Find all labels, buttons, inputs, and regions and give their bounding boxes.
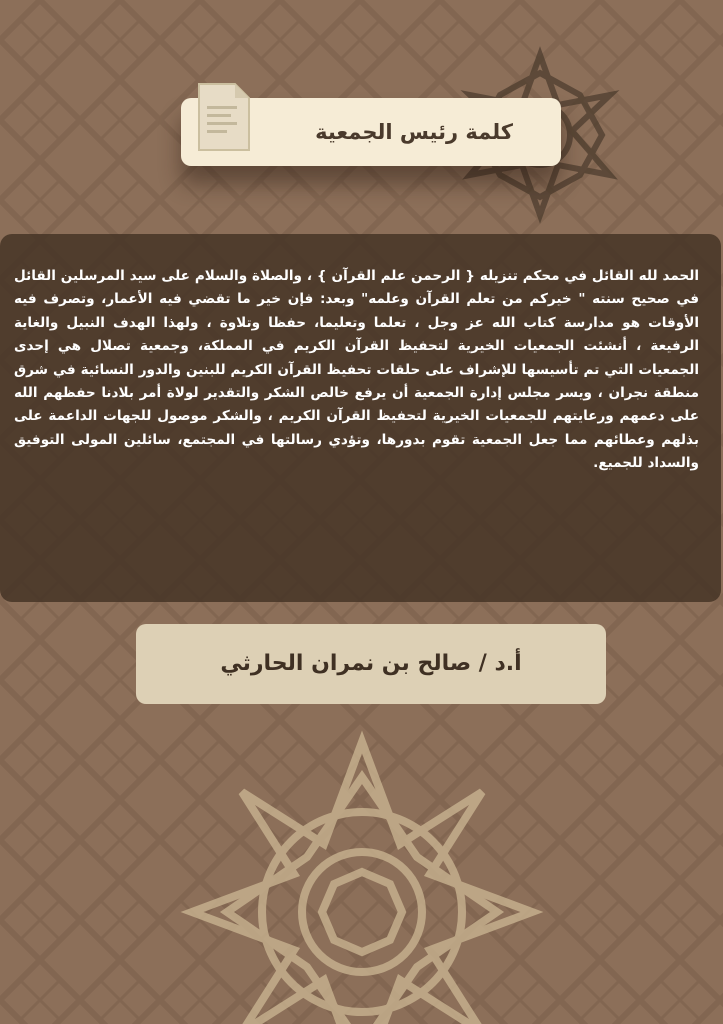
title-card [181,98,561,166]
document-icon [197,82,251,152]
message-text: الحمد لله القائل في محكم تنزيله { الرحمن علم القرآن } ، والصلاة والسلام على سيد المرسلين القائل في صحيح سنته " خيركم من تعلم القرآن وعلمه" وبعد: فإن خير ما تقضي فيه الأعمار، وتصرف فيه الأوقات هو مدارسة كتاب الله عز وجل ، تعلما وتعليما، حفظا وتلاوة ، ولهذا الهدف النبيل والغاية الرفيعة ، أنشئت الجمعيات الخيرية لتحفيظ القرآن الكريم في المملكة، وجمعية تصلال هي إحدى الجمعيات التي تم تأسيسها للإشراف على حلقات تحفيظ القرآن الكريم للبنين والدور النسائية في شرق منطقة نجران ، ويسر مجلس إدارة الجمعية أن يرفع خالص الشكر والتقدير لولاة أمر بلادنا حفظهم الله على دعمهم ورعايتهم للجمعيات الخيرية لتحفيظ القرآن الكريم ، والشكر موصول للجهات الداعمة على بذلهم وعطائهم مما جعل الجمعية تقوم بدورها، وتؤدي رسالتها في المجتمع، سائلين المولى التوفيق والسداد للجميع. [14,268,699,472]
page-title: كلمة رئيس الجمعية [315,120,513,144]
message-box [0,234,721,602]
signature-name: أ.د / صالح بن نمران الحارثي [220,651,522,676]
signature-card [136,624,606,704]
